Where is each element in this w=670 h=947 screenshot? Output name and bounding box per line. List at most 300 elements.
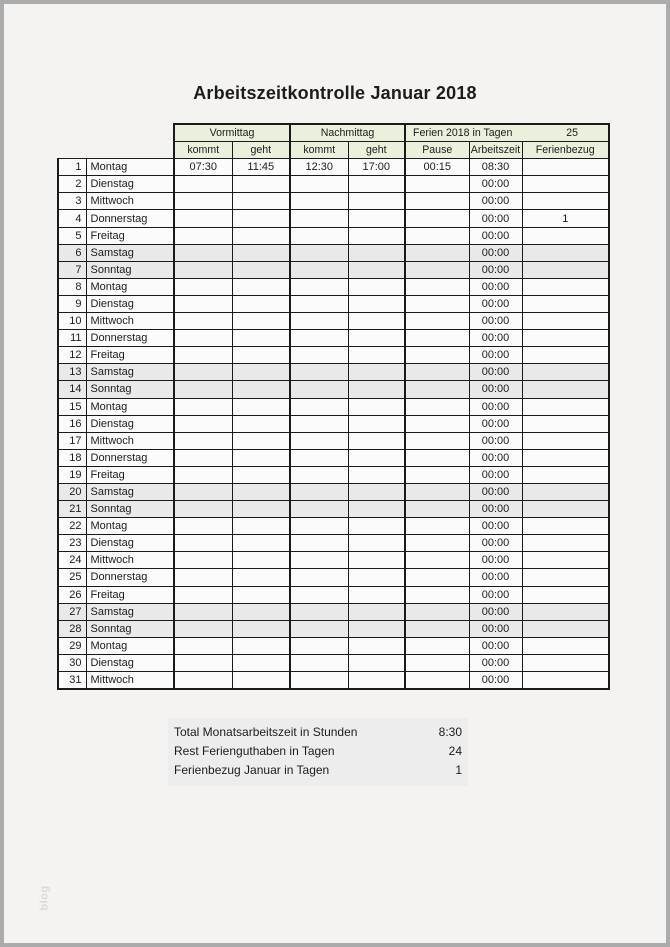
cell-vormittag-kommt <box>174 501 232 518</box>
cell-day-number: 20 <box>58 483 86 500</box>
header-ferien <box>405 124 609 142</box>
table-row <box>58 449 609 466</box>
cell-weekday: Mittwoch <box>86 552 174 569</box>
cell-vormittag-kommt <box>174 518 232 535</box>
cell-nachmittag-geht <box>348 535 405 552</box>
table-row <box>58 398 609 415</box>
ferien-days-label: Ferien 2018 in Tagen <box>413 127 513 139</box>
cell-arbeitszeit: 00:00 <box>469 278 522 295</box>
cell-arbeitszeit: 00:00 <box>469 637 522 654</box>
cell-ferienbezug <box>522 654 609 671</box>
cell-pause <box>405 347 469 364</box>
cell-vormittag-geht <box>232 347 290 364</box>
table-row <box>58 672 609 690</box>
cell-weekday: Mittwoch <box>86 193 174 210</box>
table-header-sections <box>58 124 609 142</box>
cell-ferienbezug <box>522 261 609 278</box>
cell-weekday: Mittwoch <box>86 313 174 330</box>
cell-nachmittag-geht <box>348 227 405 244</box>
cell-pause <box>405 176 469 193</box>
cell-day-number: 15 <box>58 398 86 415</box>
cell-weekday: Montag <box>86 518 174 535</box>
cell-vormittag-kommt <box>174 295 232 312</box>
cell-nachmittag-kommt <box>290 637 348 654</box>
cell-ferienbezug <box>522 483 609 500</box>
cell-day-number: 18 <box>58 449 86 466</box>
cell-nachmittag-geht <box>348 466 405 483</box>
table-row <box>58 501 609 518</box>
cell-pause <box>405 432 469 449</box>
cell-weekday: Samstag <box>86 483 174 500</box>
cell-nachmittag-geht <box>348 330 405 347</box>
cell-nachmittag-geht <box>348 432 405 449</box>
cell-vormittag-geht <box>232 432 290 449</box>
cell-ferienbezug <box>522 330 609 347</box>
cell-weekday: Sonntag <box>86 261 174 278</box>
cell-nachmittag-geht: 17:00 <box>348 159 405 176</box>
cell-arbeitszeit: 00:00 <box>469 347 522 364</box>
cell-weekday: Mittwoch <box>86 432 174 449</box>
cell-vormittag-geht <box>232 244 290 261</box>
table-row <box>58 586 609 603</box>
table-row <box>58 330 609 347</box>
cell-weekday: Donnerstag <box>86 330 174 347</box>
table-row <box>58 278 609 295</box>
cell-day-number: 31 <box>58 672 86 690</box>
cell-vormittag-geht <box>232 569 290 586</box>
cell-weekday: Donnerstag <box>86 449 174 466</box>
cell-pause <box>405 654 469 671</box>
cell-day-number: 17 <box>58 432 86 449</box>
header-arbeitszeit: Arbeitszeit <box>469 142 522 159</box>
cell-nachmittag-kommt <box>290 210 348 227</box>
cell-ferienbezug <box>522 364 609 381</box>
cell-vormittag-geht <box>232 603 290 620</box>
cell-nachmittag-geht <box>348 672 405 690</box>
cell-ferienbezug <box>522 159 609 176</box>
header-kommt-vormittag: kommt <box>174 142 232 159</box>
summary-value-total-hours: 8:30 <box>438 725 462 739</box>
cell-day-number: 29 <box>58 637 86 654</box>
cell-vormittag-geht <box>232 501 290 518</box>
table-row <box>58 159 609 176</box>
cell-nachmittag-geht <box>348 295 405 312</box>
cell-vormittag-geht <box>232 449 290 466</box>
cell-nachmittag-kommt: 12:30 <box>290 159 348 176</box>
cell-nachmittag-kommt <box>290 620 348 637</box>
table-header-columns <box>58 142 609 159</box>
cell-weekday: Dienstag <box>86 295 174 312</box>
cell-arbeitszeit: 00:00 <box>469 552 522 569</box>
table-row <box>58 210 609 227</box>
cell-nachmittag-kommt <box>290 518 348 535</box>
summary-row <box>174 723 462 742</box>
cell-vormittag-geht <box>232 483 290 500</box>
cell-weekday: Montag <box>86 278 174 295</box>
cell-nachmittag-kommt <box>290 586 348 603</box>
table-row <box>58 415 609 432</box>
cell-arbeitszeit: 00:00 <box>469 398 522 415</box>
cell-pause <box>405 193 469 210</box>
cell-day-number: 7 <box>58 261 86 278</box>
cell-vormittag-geht <box>232 210 290 227</box>
cell-arbeitszeit: 00:00 <box>469 586 522 603</box>
cell-vormittag-kommt <box>174 449 232 466</box>
cell-arbeitszeit: 00:00 <box>469 569 522 586</box>
cell-vormittag-kommt <box>174 586 232 603</box>
summary-label-total-hours: Total Monatsarbeitszeit in Stunden <box>174 725 358 739</box>
cell-weekday: Montag <box>86 159 174 176</box>
cell-ferienbezug <box>522 432 609 449</box>
cell-pause <box>405 313 469 330</box>
cell-nachmittag-kommt <box>290 193 348 210</box>
cell-pause <box>405 483 469 500</box>
cell-nachmittag-kommt <box>290 244 348 261</box>
cell-vormittag-kommt <box>174 552 232 569</box>
cell-arbeitszeit: 00:00 <box>469 415 522 432</box>
cell-vormittag-kommt <box>174 347 232 364</box>
cell-weekday: Sonntag <box>86 501 174 518</box>
summary-label-vacation-taken: Ferienbezug Januar in Tagen <box>174 763 330 777</box>
cell-ferienbezug <box>522 381 609 398</box>
summary-label-remaining-vacation: Rest Ferienguthaben in Tagen <box>174 744 335 758</box>
blog-watermark: blog <box>38 885 51 911</box>
cell-day-number: 8 <box>58 278 86 295</box>
cell-pause <box>405 364 469 381</box>
cell-vormittag-geht <box>232 295 290 312</box>
table-row <box>58 244 609 261</box>
cell-arbeitszeit: 00:00 <box>469 501 522 518</box>
cell-nachmittag-geht <box>348 176 405 193</box>
cell-pause <box>405 535 469 552</box>
cell-arbeitszeit: 00:00 <box>469 449 522 466</box>
table-row <box>58 261 609 278</box>
cell-arbeitszeit: 00:00 <box>469 672 522 690</box>
cell-vormittag-geht <box>232 278 290 295</box>
cell-vormittag-kommt <box>174 483 232 500</box>
cell-nachmittag-geht <box>348 569 405 586</box>
cell-day-number: 1 <box>58 159 86 176</box>
table-row <box>58 620 609 637</box>
cell-day-number: 30 <box>58 654 86 671</box>
cell-weekday: Sonntag <box>86 620 174 637</box>
cell-day-number: 27 <box>58 603 86 620</box>
cell-nachmittag-kommt <box>290 415 348 432</box>
cell-day-number: 6 <box>58 244 86 261</box>
cell-arbeitszeit: 00:00 <box>469 603 522 620</box>
table-row <box>58 535 609 552</box>
cell-vormittag-geht <box>232 518 290 535</box>
cell-nachmittag-kommt <box>290 227 348 244</box>
table-row <box>58 347 609 364</box>
summary-row <box>174 742 462 761</box>
table-row <box>58 227 609 244</box>
cell-arbeitszeit: 00:00 <box>469 330 522 347</box>
cell-vormittag-geht <box>232 381 290 398</box>
cell-vormittag-kommt <box>174 620 232 637</box>
cell-vormittag-kommt <box>174 278 232 295</box>
cell-arbeitszeit: 00:00 <box>469 244 522 261</box>
cell-arbeitszeit: 00:00 <box>469 654 522 671</box>
table-row <box>58 483 609 500</box>
cell-arbeitszeit: 00:00 <box>469 313 522 330</box>
cell-vormittag-kommt <box>174 244 232 261</box>
table-row <box>58 654 609 671</box>
cell-nachmittag-kommt <box>290 330 348 347</box>
cell-nachmittag-geht <box>348 415 405 432</box>
timesheet-table <box>57 123 610 690</box>
cell-pause <box>405 620 469 637</box>
cell-arbeitszeit: 00:00 <box>469 210 522 227</box>
header-spacer <box>58 142 174 159</box>
header-kommt-nachmittag: kommt <box>290 142 348 159</box>
cell-ferienbezug <box>522 603 609 620</box>
cell-vormittag-geht <box>232 620 290 637</box>
cell-vormittag-kommt: 07:30 <box>174 159 232 176</box>
cell-day-number: 11 <box>58 330 86 347</box>
cell-weekday: Freitag <box>86 586 174 603</box>
cell-arbeitszeit: 00:00 <box>469 518 522 535</box>
cell-day-number: 21 <box>58 501 86 518</box>
cell-nachmittag-geht <box>348 278 405 295</box>
cell-nachmittag-geht <box>348 364 405 381</box>
table-row <box>58 518 609 535</box>
cell-nachmittag-kommt <box>290 483 348 500</box>
cell-weekday: Montag <box>86 637 174 654</box>
cell-nachmittag-geht <box>348 620 405 637</box>
cell-ferienbezug <box>522 672 609 690</box>
cell-nachmittag-kommt <box>290 295 348 312</box>
cell-nachmittag-geht <box>348 586 405 603</box>
cell-weekday: Dienstag <box>86 535 174 552</box>
cell-arbeitszeit: 00:00 <box>469 466 522 483</box>
cell-vormittag-geht <box>232 654 290 671</box>
cell-arbeitszeit: 00:00 <box>469 535 522 552</box>
cell-pause <box>405 398 469 415</box>
cell-ferienbezug <box>522 193 609 210</box>
cell-pause <box>405 244 469 261</box>
cell-vormittag-kommt <box>174 398 232 415</box>
cell-weekday: Dienstag <box>86 415 174 432</box>
cell-nachmittag-geht <box>348 501 405 518</box>
cell-nachmittag-kommt <box>290 672 348 690</box>
cell-pause <box>405 381 469 398</box>
cell-arbeitszeit: 00:00 <box>469 261 522 278</box>
header-geht-vormittag: geht <box>232 142 290 159</box>
cell-nachmittag-geht <box>348 347 405 364</box>
cell-pause <box>405 552 469 569</box>
cell-nachmittag-kommt <box>290 569 348 586</box>
cell-nachmittag-kommt <box>290 278 348 295</box>
cell-day-number: 13 <box>58 364 86 381</box>
cell-vormittag-geht <box>232 672 290 690</box>
cell-weekday: Donnerstag <box>86 569 174 586</box>
cell-day-number: 19 <box>58 466 86 483</box>
cell-ferienbezug <box>522 278 609 295</box>
table-row <box>58 295 609 312</box>
header-spacer <box>58 124 174 142</box>
cell-pause <box>405 569 469 586</box>
cell-nachmittag-kommt <box>290 501 348 518</box>
cell-nachmittag-kommt <box>290 466 348 483</box>
cell-pause <box>405 210 469 227</box>
cell-ferienbezug <box>522 535 609 552</box>
cell-ferienbezug <box>522 313 609 330</box>
cell-vormittag-kommt <box>174 330 232 347</box>
cell-nachmittag-geht <box>348 603 405 620</box>
cell-nachmittag-kommt <box>290 603 348 620</box>
table-row <box>58 603 609 620</box>
cell-vormittag-geht <box>232 552 290 569</box>
cell-vormittag-kommt <box>174 432 232 449</box>
cell-arbeitszeit: 00:00 <box>469 381 522 398</box>
cell-ferienbezug <box>522 518 609 535</box>
cell-day-number: 28 <box>58 620 86 637</box>
header-ferienbezug: Ferienbezug <box>522 142 609 159</box>
cell-nachmittag-kommt <box>290 381 348 398</box>
cell-ferienbezug <box>522 244 609 261</box>
cell-vormittag-geht <box>232 193 290 210</box>
cell-pause <box>405 637 469 654</box>
cell-nachmittag-geht <box>348 381 405 398</box>
cell-vormittag-kommt <box>174 415 232 432</box>
cell-day-number: 3 <box>58 193 86 210</box>
header-nachmittag: Nachmittag <box>290 124 405 142</box>
table-row <box>58 193 609 210</box>
cell-weekday: Mittwoch <box>86 672 174 690</box>
table-row <box>58 176 609 193</box>
cell-pause <box>405 415 469 432</box>
cell-arbeitszeit: 00:00 <box>469 483 522 500</box>
cell-nachmittag-kommt <box>290 449 348 466</box>
cell-ferienbezug <box>522 295 609 312</box>
cell-pause <box>405 449 469 466</box>
cell-weekday: Dienstag <box>86 176 174 193</box>
cell-vormittag-kommt <box>174 381 232 398</box>
cell-nachmittag-kommt <box>290 347 348 364</box>
cell-ferienbezug <box>522 501 609 518</box>
cell-day-number: 24 <box>58 552 86 569</box>
cell-pause <box>405 278 469 295</box>
cell-weekday: Montag <box>86 398 174 415</box>
cell-arbeitszeit: 00:00 <box>469 176 522 193</box>
cell-vormittag-kommt <box>174 466 232 483</box>
cell-weekday: Samstag <box>86 244 174 261</box>
cell-weekday: Donnerstag <box>86 210 174 227</box>
cell-nachmittag-kommt <box>290 432 348 449</box>
table-row <box>58 432 609 449</box>
cell-vormittag-kommt <box>174 227 232 244</box>
cell-vormittag-geht <box>232 176 290 193</box>
summary-row <box>174 761 462 780</box>
cell-ferienbezug <box>522 398 609 415</box>
cell-pause <box>405 603 469 620</box>
cell-nachmittag-geht <box>348 518 405 535</box>
table-row <box>58 552 609 569</box>
cell-day-number: 23 <box>58 535 86 552</box>
cell-ferienbezug <box>522 449 609 466</box>
cell-day-number: 10 <box>58 313 86 330</box>
cell-vormittag-geht <box>232 415 290 432</box>
cell-nachmittag-kommt <box>290 535 348 552</box>
cell-weekday: Freitag <box>86 466 174 483</box>
cell-ferienbezug <box>522 569 609 586</box>
cell-vormittag-geht <box>232 313 290 330</box>
cell-nachmittag-geht <box>348 313 405 330</box>
cell-nachmittag-geht <box>348 193 405 210</box>
cell-pause <box>405 227 469 244</box>
ferien-days-value: 25 <box>566 127 578 139</box>
cell-day-number: 2 <box>58 176 86 193</box>
cell-vormittag-kommt <box>174 210 232 227</box>
cell-ferienbezug <box>522 227 609 244</box>
cell-vormittag-geht <box>232 586 290 603</box>
cell-vormittag-kommt <box>174 193 232 210</box>
cell-arbeitszeit: 00:00 <box>469 193 522 210</box>
cell-ferienbezug <box>522 552 609 569</box>
cell-nachmittag-kommt <box>290 176 348 193</box>
cell-pause <box>405 261 469 278</box>
page-title: Arbeitszeitkontrolle Januar 2018 <box>193 83 477 103</box>
cell-vormittag-geht <box>232 398 290 415</box>
cell-vormittag-geht: 11:45 <box>232 159 290 176</box>
cell-weekday: Dienstag <box>86 654 174 671</box>
cell-vormittag-kommt <box>174 313 232 330</box>
cell-day-number: 4 <box>58 210 86 227</box>
header-vormittag: Vormittag <box>174 124 290 142</box>
cell-nachmittag-geht <box>348 552 405 569</box>
table-row <box>58 637 609 654</box>
summary-value-vacation-taken: 1 <box>455 763 462 777</box>
cell-pause <box>405 295 469 312</box>
table-row <box>58 569 609 586</box>
cell-nachmittag-geht <box>348 449 405 466</box>
cell-nachmittag-kommt <box>290 654 348 671</box>
cell-day-number: 16 <box>58 415 86 432</box>
cell-nachmittag-kommt <box>290 261 348 278</box>
cell-day-number: 14 <box>58 381 86 398</box>
cell-pause <box>405 518 469 535</box>
cell-ferienbezug <box>522 176 609 193</box>
cell-nachmittag-geht <box>348 261 405 278</box>
cell-nachmittag-geht <box>348 483 405 500</box>
table-row <box>58 381 609 398</box>
table-row <box>58 313 609 330</box>
cell-pause <box>405 330 469 347</box>
cell-nachmittag-geht <box>348 244 405 261</box>
cell-vormittag-kommt <box>174 637 232 654</box>
cell-day-number: 12 <box>58 347 86 364</box>
cell-ferienbezug <box>522 637 609 654</box>
cell-vormittag-geht <box>232 637 290 654</box>
cell-pause <box>405 501 469 518</box>
cell-ferienbezug <box>522 620 609 637</box>
cell-vormittag-kommt <box>174 603 232 620</box>
cell-vormittag-kommt <box>174 364 232 381</box>
cell-arbeitszeit: 08:30 <box>469 159 522 176</box>
cell-vormittag-kommt <box>174 535 232 552</box>
cell-arbeitszeit: 00:00 <box>469 432 522 449</box>
cell-arbeitszeit: 00:00 <box>469 227 522 244</box>
cell-weekday: Samstag <box>86 603 174 620</box>
cell-day-number: 9 <box>58 295 86 312</box>
cell-day-number: 5 <box>58 227 86 244</box>
table-row <box>58 466 609 483</box>
cell-nachmittag-geht <box>348 654 405 671</box>
cell-nachmittag-kommt <box>290 313 348 330</box>
cell-nachmittag-kommt <box>290 398 348 415</box>
cell-nachmittag-kommt <box>290 364 348 381</box>
